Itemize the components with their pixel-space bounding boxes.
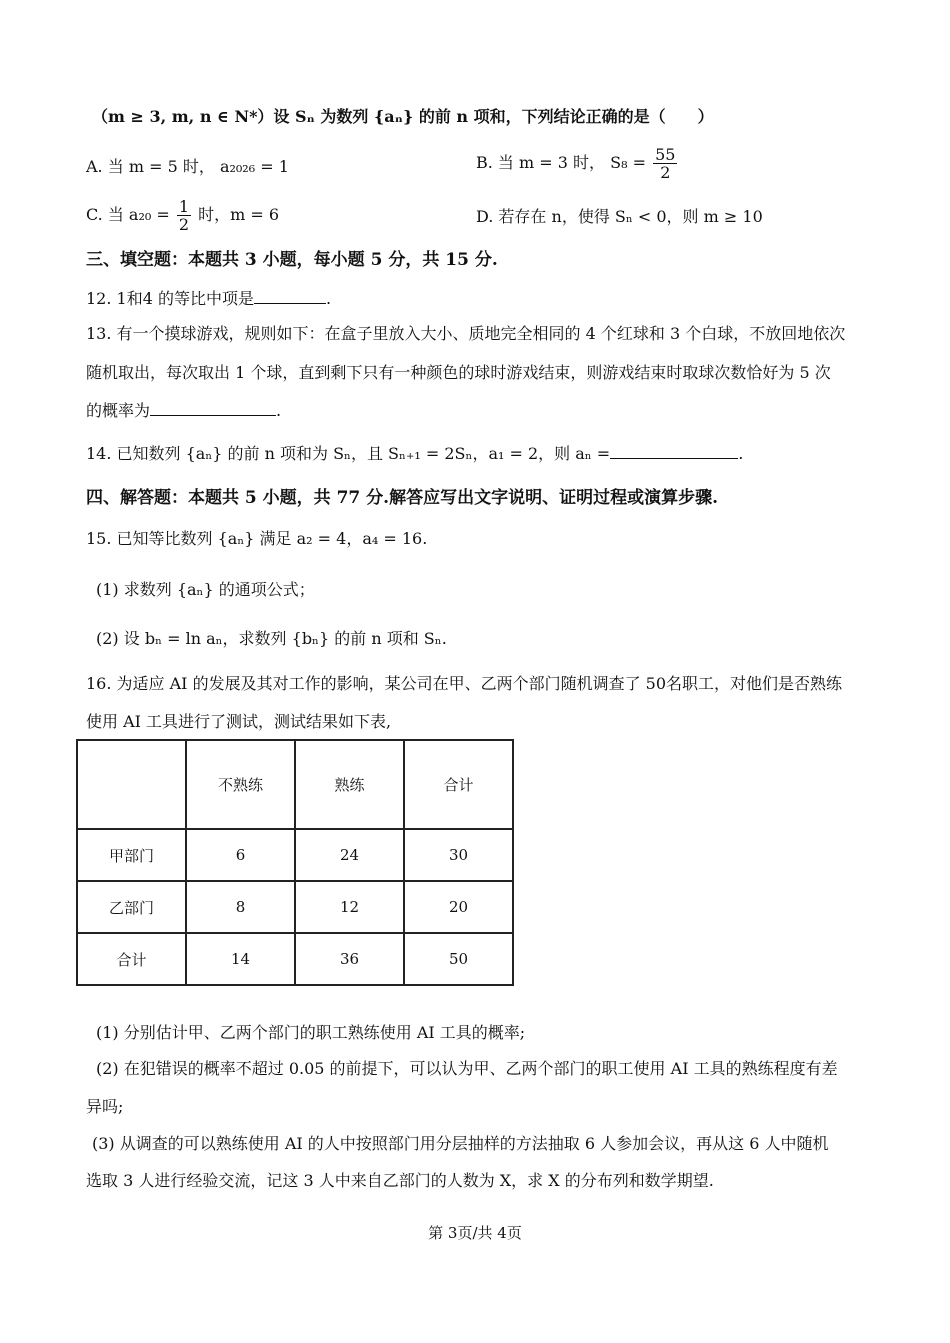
option-c — [86, 198, 279, 233]
q16-part3-line2: 选取 3 人进行经验交流，记这 3 人中来自乙部门的人数为 X，求 X 的分布列和数学期望. — [86, 1171, 714, 1190]
q16-part1: (1) 分别估计甲、乙两个部门的职工熟练使用 AI 工具的概率; — [96, 1023, 526, 1042]
table-row — [77, 829, 513, 881]
option-d: D. 若存在 n，使得 Sₙ < 0，则 m ≥ 10 — [476, 207, 763, 226]
fraction-numerator: 1 — [178, 197, 190, 216]
q16-part2-line1: (2) 在犯错误的概率不超过 0.05 的前提下，可以认为甲、乙两个部门的职工使用 AI 工具的熟练程度有差 — [96, 1059, 838, 1078]
option-c-fraction — [177, 198, 191, 233]
table-cell: 合计 — [77, 933, 186, 985]
table-header-cell: 熟练 — [295, 740, 404, 829]
option-b-lhs: S₈ = — [610, 153, 647, 172]
q13-line3-text: 的概率为 — [86, 401, 151, 420]
page-footer: 第 3页/共 4页 — [428, 1224, 522, 1242]
q16-part3-line1: (3) 从调查的可以熟练使用 AI 的人中按照部门用分层抽样的方法抽取 6 人参加会议，再从这 6 人中随机 — [92, 1134, 829, 1153]
option-c-tail: 时，m = 6 — [198, 205, 280, 224]
option-b-text: B. 当 m = 3 时， — [476, 153, 606, 172]
option-b — [476, 146, 679, 181]
fraction-numerator: 55 — [655, 145, 676, 164]
table-row — [77, 881, 513, 933]
q13-answer-blank[interactable] — [150, 399, 276, 416]
fraction-denominator: 2 — [178, 215, 190, 234]
table-cell: 8 — [186, 881, 295, 933]
q13-end: . — [276, 401, 282, 420]
q12-answer-blank[interactable] — [254, 287, 326, 304]
table-cell: 乙部门 — [77, 881, 186, 933]
q13-line2: 随机取出，每次取出 1 个球，直到剩下只有一种颜色的球时游戏结束，则游戏结束时取球次数恰好为 5 次 — [86, 363, 831, 382]
option-c-text: C. 当 a₂₀ = — [86, 205, 170, 224]
fraction-denominator: 2 — [660, 163, 671, 182]
q13-line1: 13. 有一个摸球游戏，规则如下：在盒子里放入大小、质地完全相同的 4 个红球和 3 个白球，不放回地依次 — [86, 324, 846, 343]
q13-line3 — [86, 399, 281, 422]
contingency-table — [76, 739, 514, 986]
table-header-cell: 不熟练 — [186, 740, 295, 829]
table-cell: 14 — [186, 933, 295, 985]
q16-line2: 使用 AI 工具进行了测试，测试结果如下表, — [86, 712, 392, 731]
table-row — [77, 933, 513, 985]
table-cell: 20 — [404, 881, 513, 933]
q12 — [86, 287, 331, 310]
q12-end: . — [325, 289, 332, 308]
table-cell: 甲部门 — [77, 829, 186, 881]
table-header-cell — [77, 740, 186, 829]
q16-part2-line2: 异吗; — [86, 1097, 124, 1116]
option-a — [86, 156, 289, 178]
q16-line1: 16. 为适应 AI 的发展及其对工作的影响，某公司在甲、乙两个部门随机调查了 50名职工，对他们是否熟练 — [86, 674, 843, 693]
option-b-fraction — [653, 146, 677, 181]
q15-stem: 15. 已知等比数列 {aₙ} 满足 a₂ = 4，a₄ = 16. — [86, 529, 428, 548]
section-3-heading: 三、填空题：本题共 3 小题，每小题 5 分，共 15 分. — [86, 250, 498, 270]
q14-text: 14. 已知数列 {aₙ} 的前 n 项和为 Sₙ，且 Sₙ₊₁ = 2Sₙ，a₁ = 2，则 aₙ = — [86, 444, 611, 463]
q14-end: . — [738, 444, 744, 463]
table-cell: 36 — [295, 933, 404, 985]
table-cell: 12 — [295, 881, 404, 933]
section-4-heading: 四、解答题：本题共 5 小题，共 77 分.解答应写出文字说明、证明过程或演算步骤. — [86, 488, 718, 508]
q15-part1: (1) 求数列 {aₙ} 的通项公式； — [96, 580, 315, 599]
q14 — [86, 442, 743, 465]
q14-answer-blank[interactable] — [610, 442, 738, 459]
table-cell: 50 — [404, 933, 513, 985]
table-cell: 6 — [186, 829, 295, 881]
q12-text: 12. 1和4 的等比中项是 — [86, 289, 254, 308]
table-header-row — [77, 740, 513, 829]
option-a-text: A. 当 m = 5 时， — [86, 157, 215, 176]
table-header-cell: 合计 — [404, 740, 513, 829]
table-cell: 30 — [404, 829, 513, 881]
table-cell: 24 — [295, 829, 404, 881]
q15-part2: (2) 设 bₙ = ln aₙ，求数列 {bₙ} 的前 n 项和 Sₙ. — [96, 629, 447, 648]
q11-condition: （m ≥ 3, m, n ∈ N*）设 Sₙ 为数列 {aₙ} 的前 n 项和，下列结论正确的是（ ） — [92, 107, 714, 126]
option-a-expr: a₂₀₂₆ = 1 — [219, 157, 289, 176]
